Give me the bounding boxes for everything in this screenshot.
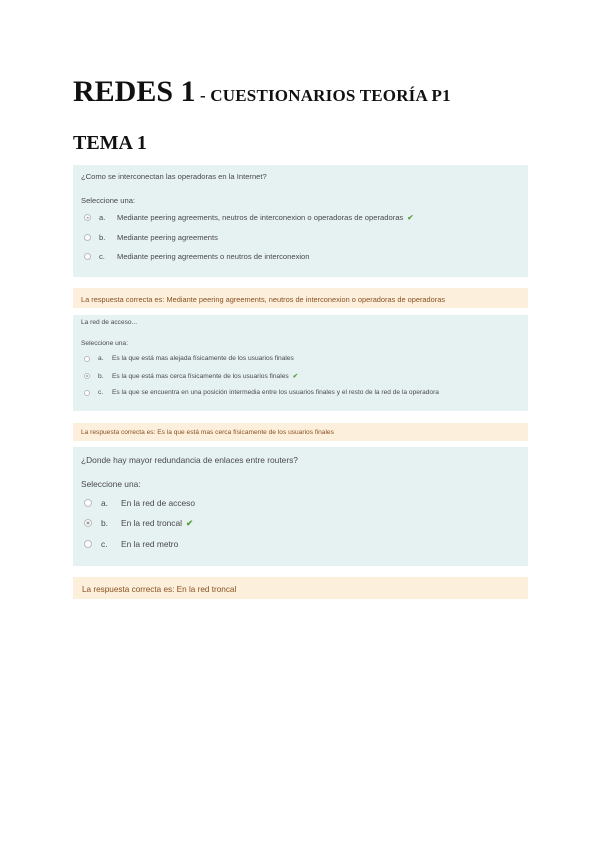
checkmark-icon: ✔ [186,518,194,528]
option-text: Es la que está mas cerca físicamente de los usuarios finales [112,372,289,380]
question-card [73,447,528,566]
option-letter: c. [99,252,105,261]
answer-option[interactable] [81,213,414,222]
radio-icon[interactable] [84,499,92,507]
section-title: TEMA 1 [73,132,147,154]
radio-selected-icon[interactable] [84,373,90,379]
radio-icon[interactable] [84,540,92,548]
document-title-sub: - CUESTIONARIOS TEORÍA P1 [195,86,451,105]
answer-option[interactable] [81,372,298,380]
select-prompt: Seleccione una: [81,479,141,489]
question-text: La red de acceso... [81,319,138,326]
question-card [73,315,528,411]
option-letter: b. [99,233,106,242]
option-text: Es la que está mas alejada físicamente de los usuarios finales [112,355,294,362]
question-text: ¿Donde hay mayor redundancia de enlaces entre routers? [81,455,298,465]
option-text: En la red metro [121,539,179,549]
option-letter: a. [101,498,108,508]
correct-answer-feedback: La respuesta correcta es: Mediante peering agreements, neutros de interconexion o operadoras de operadoras [73,288,528,308]
option-text: Mediante peering agreements o neutros de interconexion [117,252,310,261]
radio-icon[interactable] [84,356,90,362]
document-title-main: REDES 1 [73,75,196,108]
answer-option[interactable] [81,233,218,242]
answer-option[interactable] [81,389,439,396]
checkmark-icon: ✔ [407,213,414,222]
option-letter: a. [99,213,106,222]
option-letter: b. [101,518,108,528]
option-letter: c. [101,539,108,549]
question-card [73,165,528,277]
question-text: ¿Como se interconectan las operadoras en la Internet? [81,172,267,181]
answer-option[interactable] [81,252,310,261]
answer-option[interactable] [81,498,195,508]
option-text: Mediante peering agreements [117,233,218,242]
select-prompt: Seleccione una: [81,196,136,205]
option-letter: b. [98,372,104,380]
answer-option[interactable] [81,518,193,528]
option-letter: a. [98,355,104,362]
option-letter: c. [98,389,104,396]
option-text: En la red troncal [121,518,182,528]
radio-icon[interactable] [84,234,91,241]
radio-selected-icon[interactable] [84,519,92,527]
answer-option[interactable] [81,539,178,549]
radio-selected-icon[interactable] [84,214,91,221]
radio-icon[interactable] [84,390,90,396]
document-title [73,72,451,109]
option-text: Es la que se encuentra en una posición intermedia entre los usuarios finales y el resto de la red de la operadora [112,389,439,396]
option-text: En la red de acceso [121,498,196,508]
select-prompt: Seleccione una: [81,340,128,347]
correct-answer-feedback: La respuesta correcta es: Es la que está mas cerca físicamente de los usuarios finales [73,423,528,441]
answer-option[interactable] [81,355,294,362]
checkmark-icon: ✔ [292,373,299,380]
radio-icon[interactable] [84,253,91,260]
correct-answer-feedback: La respuesta correcta es: En la red troncal [73,577,528,599]
option-text: Mediante peering agreements, neutros de interconexion o operadoras de operadoras [117,213,404,222]
